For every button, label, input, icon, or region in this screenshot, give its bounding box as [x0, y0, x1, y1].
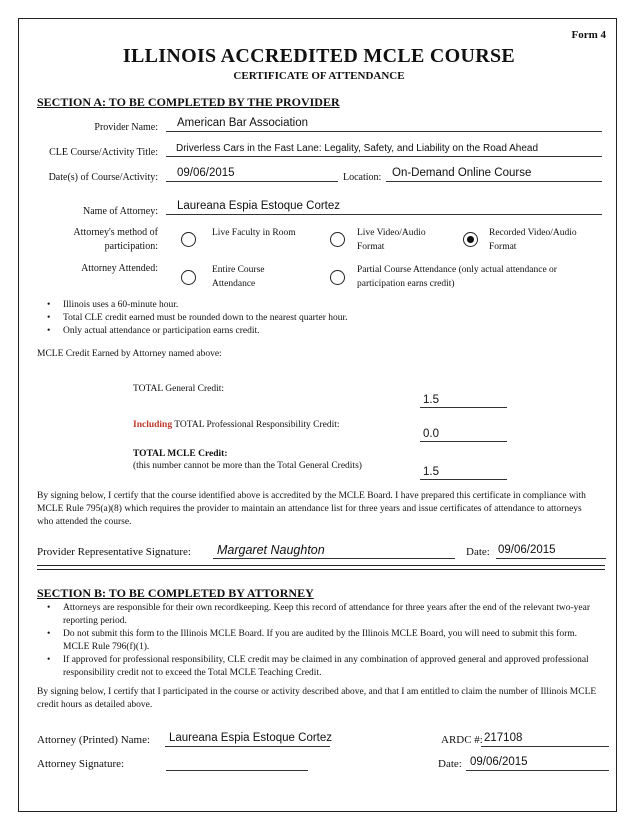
mcle-credit-note: (this number cannot be more than the Total General Credits) — [133, 461, 362, 471]
provider-name-value: American Bar Association — [177, 117, 309, 129]
provider-date-value: 09/06/2015 — [498, 544, 556, 556]
location-value: On-Demand Online Course — [392, 167, 532, 179]
attended-label: Attorney Attended: — [81, 263, 158, 274]
pr-credit-label-row — [133, 419, 340, 432]
radio-partial-course[interactable] — [330, 270, 345, 285]
location-field[interactable] — [386, 167, 602, 182]
radio-entire-course[interactable] — [181, 270, 196, 285]
radio-live-faculty[interactable] — [181, 232, 196, 247]
provider-certify-text: By signing below, I certify that the course identified above is accredited by the MCLE Board. I have prepared this certificate in compliance with MCLE Rule 795(a)(8) which requires the provider to maintain an attendance list for three years and issue certificates of attendance to attorneys who attended the course. — [37, 491, 586, 527]
provider-date-label: Date: — [466, 546, 490, 558]
credit-intro: MCLE Credit Earned by Attorney named above: — [37, 349, 222, 359]
radio-selected-dot — [467, 236, 474, 243]
attorney-certify-text: By signing below, I certify that I participated in the course or activity described above, and that I am entitled to claim the number of Illinois MCLE credit hours as detailed above. — [37, 687, 597, 710]
attorney-date-value: 09/06/2015 — [470, 756, 528, 768]
option-recorded-video-label: Recorded Video/Audio Format — [489, 228, 577, 252]
list-item: • Attorneys are responsible for their own recordkeeping. Keep this record of attendance for three years after the end of the relevant two-year reporting period. — [37, 602, 599, 628]
attorney-signature-field[interactable] — [166, 755, 308, 771]
list-item: • Only actual attendance or participation earns credit. — [37, 325, 597, 338]
course-title-value: Driverless Cars in the Fast Lane: Legality, Safety, and Liability on the Road Ahead — [176, 143, 539, 154]
mcle-credit-label: TOTAL MCLE Credit: — [133, 449, 228, 459]
location-label: Location: — [343, 172, 382, 183]
section-divider — [37, 569, 605, 570]
attorney-date-field[interactable] — [466, 755, 609, 771]
pr-credit-label: TOTAL Professional Responsibility Credit: — [174, 420, 340, 430]
provider-date-field[interactable] — [496, 543, 606, 559]
general-credit-value: 1.5 — [423, 394, 439, 406]
option-live-faculty-label: Live Faculty in Room — [212, 228, 296, 238]
page-subtitle: CERTIFICATE OF ATTENDANCE — [233, 70, 405, 82]
page-title: ILLINOIS ACCREDITED MCLE COURSE — [122, 45, 516, 67]
attorney-signature-label: Attorney Signature: — [37, 758, 125, 770]
attorney-date-label: Date: — [438, 758, 462, 770]
printed-name-value: Laureana Espia Estoque Cortez — [169, 732, 333, 744]
list-item: • Illinois uses a 60-minute hour. — [37, 299, 597, 312]
including-label: Including — [133, 420, 173, 430]
list-item: • Do not submit this form to the Illinois MCLE Board. If you are audited by the Illinois MCLE Board, you will need to submit this form. MCLE Rule 796(f)(1). — [37, 628, 599, 654]
radio-live-video[interactable] — [330, 232, 345, 247]
section-divider — [37, 565, 605, 566]
section-a-bullets — [37, 299, 597, 338]
attorney-name-label: Name of Attorney: — [83, 206, 158, 217]
pr-credit-field[interactable] — [420, 428, 507, 442]
provider-name-label: Provider Name: — [94, 122, 158, 133]
list-item: • If approved for professional responsibility, CLE credit may be claimed in any combination of approved general and approved professional responsibility credit not to exceed the Total MCLE Teaching Credit. — [37, 654, 599, 680]
ardc-label: ARDC #: — [441, 734, 483, 746]
ardc-field[interactable] — [481, 731, 609, 747]
pr-credit-value: 0.0 — [423, 428, 439, 440]
mcle-credit-field[interactable] — [420, 466, 507, 480]
option-partial-course-label: Partial Course Attendance (only actual attendance or participation earns credit) — [357, 265, 557, 289]
course-title-label: CLE Course/Activity Title: — [49, 147, 158, 158]
general-credit-field[interactable] — [420, 394, 507, 408]
form-number: Form 4 — [571, 29, 606, 41]
dates-field[interactable] — [166, 167, 338, 182]
printed-name-label: Attorney (Printed) Name: — [37, 734, 151, 746]
attorney-name-field[interactable] — [166, 200, 602, 215]
dates-value: 09/06/2015 — [177, 167, 235, 179]
list-item: • Total CLE credit earned must be rounded down to the nearest quarter hour. — [37, 312, 597, 325]
attorney-name-value: Laureana Espia Estoque Cortez — [177, 200, 341, 212]
radio-recorded-video[interactable] — [463, 232, 478, 247]
provider-signature-label: Provider Representative Signature: — [37, 546, 191, 558]
printed-name-field[interactable] — [165, 731, 333, 747]
section-b-heading: SECTION B: TO BE COMPLETED BY ATTORNEY — [37, 586, 314, 600]
option-live-video-label: Live Video/Audio Format — [357, 228, 426, 252]
general-credit-label: TOTAL General Credit: — [133, 384, 225, 394]
section-b-bullets — [37, 602, 599, 680]
option-entire-course-label: Entire Course Attendance — [212, 265, 265, 289]
provider-name-field[interactable] — [166, 117, 602, 132]
ardc-value: 217108 — [484, 732, 523, 744]
section-a-heading: SECTION A: TO BE COMPLETED BY THE PROVIDER — [37, 95, 340, 109]
dates-label: Date(s) of Course/Activity: — [48, 172, 158, 183]
method-label: Attorney's method of participation: — [73, 227, 158, 252]
provider-signature-field[interactable] — [213, 543, 455, 559]
provider-signature-value: Margaret Naughton — [217, 543, 325, 557]
course-title-field[interactable] — [166, 142, 602, 157]
mcle-credit-value: 1.5 — [423, 466, 439, 478]
